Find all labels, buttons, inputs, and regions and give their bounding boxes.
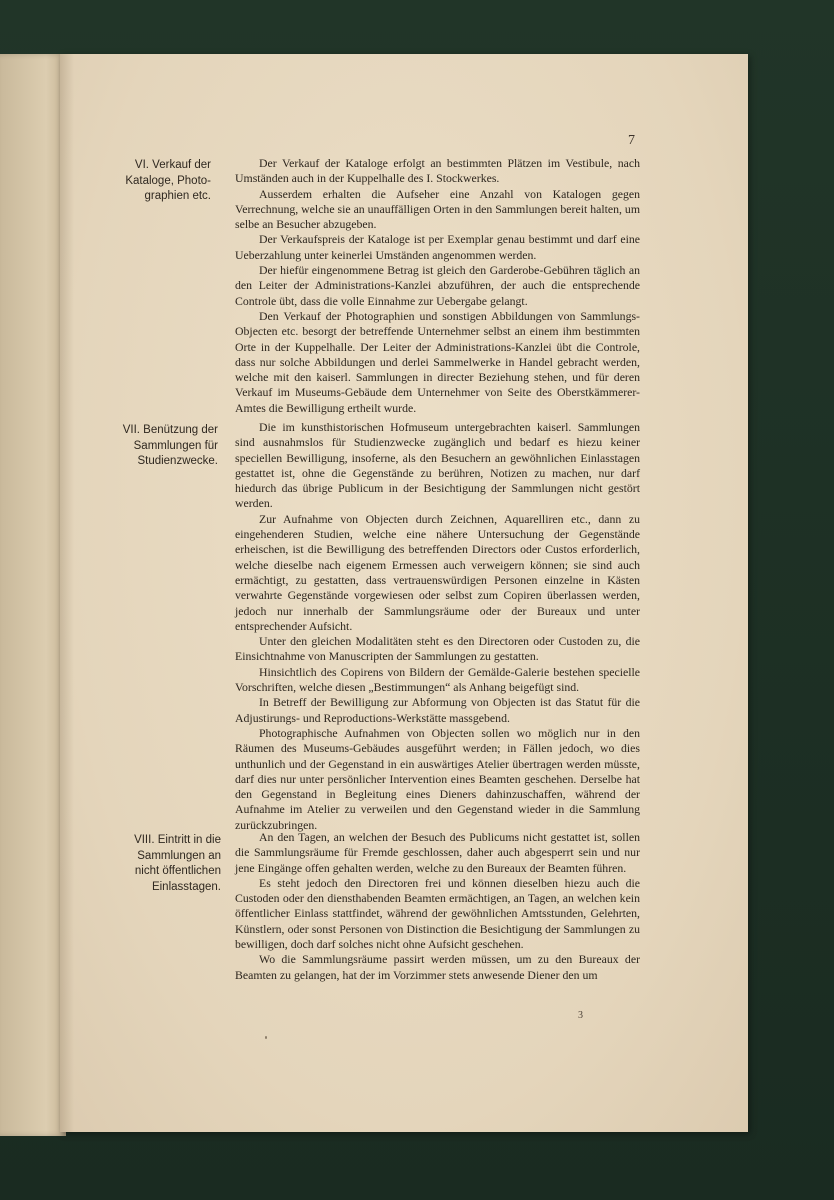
paragraph: Es steht jedoch den Directoren frei und können dieselben hiezu auch die Custoden oder den diensthabenden Beamten ermächtigen, an Tagen, an welchen kein öffentlicher Einlass stattfindet, während der gewöhnlichen Amtsstunden, Gelehrten, Künstlern, oder sonst Personen von Distinction die Besichtigung der Sammlungen zu bewilligen, doch darf solches nicht ohne Aufsicht geschehen. [235, 875, 640, 952]
paragraph: An den Tagen, an welchen der Besuch des Publicums nicht gestattet ist, sollen die Sammlungsräume für Fremde geschlossen, daher auch abgesperrt sein und nur jene Eingänge offen gehalten werden, welche zu den Bureaux der Beamten führen. [235, 830, 640, 875]
page-gutter-shadow [60, 54, 74, 1132]
section-viii-body [235, 830, 640, 983]
marginal-note-viii: VIII. Eintritt in die Sammlungen an nicht öffentlichen Einlasstagen. [134, 834, 221, 893]
paragraph: Ausserdem erhalten die Aufseher eine Anzahl von Katalogen gegen Verrechnung, welche sie an unauffälligen Orten in den Sammlungen bereit halten, um selbe an Besucher abzugeben. [235, 186, 641, 232]
paragraph: Die im kunsthistorischen Hofmuseum untergebrachten kaiserl. Sammlungen sind ausnahmslos für Studienzwecke zugänglich und bedarf es hiezu keiner speciellen Bewilligung, insoferne, als den Besuchern an gewöhnlichen Einlasstagen gestattet ist, ohne die Gegenstände zu berühren, Notizen zu machen, nur darf hiedurch das übrige Publicum in der Besichtigung der Sammlungen nicht gestört werden. [235, 420, 640, 511]
marginal-note-vi: VI. Verkauf der Kataloge, Photo- graphien etc. [125, 159, 211, 202]
paragraph: Zur Aufnahme von Objecten durch Zeichnen, Aquarelliren etc., dann zu eingehenderen Studien, welche eine nähere Untersuchung der Gegenstände erheischen, ist die Bewilligung des betreffenden Directors oder Custos erforderlich, welche dieselbe nach eigenem Ermessen auch verweigern können; sie sind auch ermächtigt, zu gestatten, dass vertrauenswürdigen Personen einzelne in Kästen verwahrte Gegenstände vorgewiesen oder selbst zum Copiren überlassen werden, jedoch nur innerhalb der Sammlungsräume oder der Bureaux und unter entsprechender Aufsicht. [235, 511, 640, 633]
paragraph: Den Verkauf der Photographien und sonstigen Abbildungen von Sammlungs-Objecten etc. besorgt der betreffende Unternehmer selbst an einem ihm bestimmten Orte in der Kuppelhalle. Der Leiter der Administrations-Kanzlei übt die Controle, dass nur solche Abbildungen und derlei Sammelwerke in Handel gebracht werden, welche mit den kaiserl. Sammlungen in directer Beziehung stehen, und für deren Verkauf im Museums-Gebäude dem Unternehmer von Seite des Oberstkämmerer-Amtes die Bewilligung ertheilt wurde. [235, 308, 640, 415]
signature-mark: 3 [578, 1010, 583, 1021]
paper-speck [265, 1036, 267, 1039]
paragraph: Der Verkauf der Kataloge erfolgt an bestimmten Plätzen im Vestibule, nach Umständen auch in der Kuppelhalle des I. Stockwerkes. [235, 156, 640, 186]
section-vi-body [235, 156, 640, 416]
paragraph: Unter den gleichen Modalitäten steht es den Directoren oder Custoden zu, die Einsichtnahme von Manuscripten der Sammlungen zu gestatten. [235, 634, 640, 664]
paragraph: Hinsichtlich des Copirens von Bildern der Gemälde-Galerie bestehen specielle Vorschriften, welche diesen „Bestimmungen“ als Anhang beigefügt sind. [235, 664, 640, 695]
section-vii-body [235, 420, 640, 833]
page-number: 7 [628, 133, 635, 148]
paragraph: Der hiefür eingenommene Betrag ist gleich den Garderobe-Gebühren täglich an den Leiter der Administrations-Kanzlei abzuführen, der auch die entsprechende Controle übt, dass die volle Einnahme zur Uebergabe gelangt. [235, 263, 640, 308]
paragraph: In Betreff der Bewilligung zur Abformung von Objecten ist das Statut für die Adjustirungs- und Reproductions-Werkstätte massgebend. [235, 695, 640, 725]
paragraph: Wo die Sammlungsräume passirt werden müssen, um zu den Bureaux der Beamten zu gelangen, hat der im Vorzimmer stets anwesende Diener den um [235, 952, 640, 982]
facing-page-edge [0, 54, 66, 1136]
marginal-note-vii: VII. Benützung der Sammlungen für Studienzwecke. [122, 424, 218, 467]
paragraph: Photographische Aufnahmen von Objecten sollen wo möglich nur in den Räumen des Museums-Gebäudes ausgeführt werden; in Fällen jedoch, wo dies unthunlich und der Gegenstand in ein auswärtiges Atelier übertragen werden müsste, darf dies nur unter persönlicher Intervention eines Beamten geschehen. Derselbe hat den Gegenstand in Begleitung eines Dieners dahinzuschaffen, während der Aufnahme im Atelier zu verweilen und den Gegenstand wieder in die Sammlung zurückzubringen. [235, 725, 640, 832]
paragraph: Der Verkaufspreis der Kataloge ist per Exemplar genau bestimmt und darf eine Ueberzahlung unter keinerlei Umständen angenommen werden. [235, 232, 640, 262]
